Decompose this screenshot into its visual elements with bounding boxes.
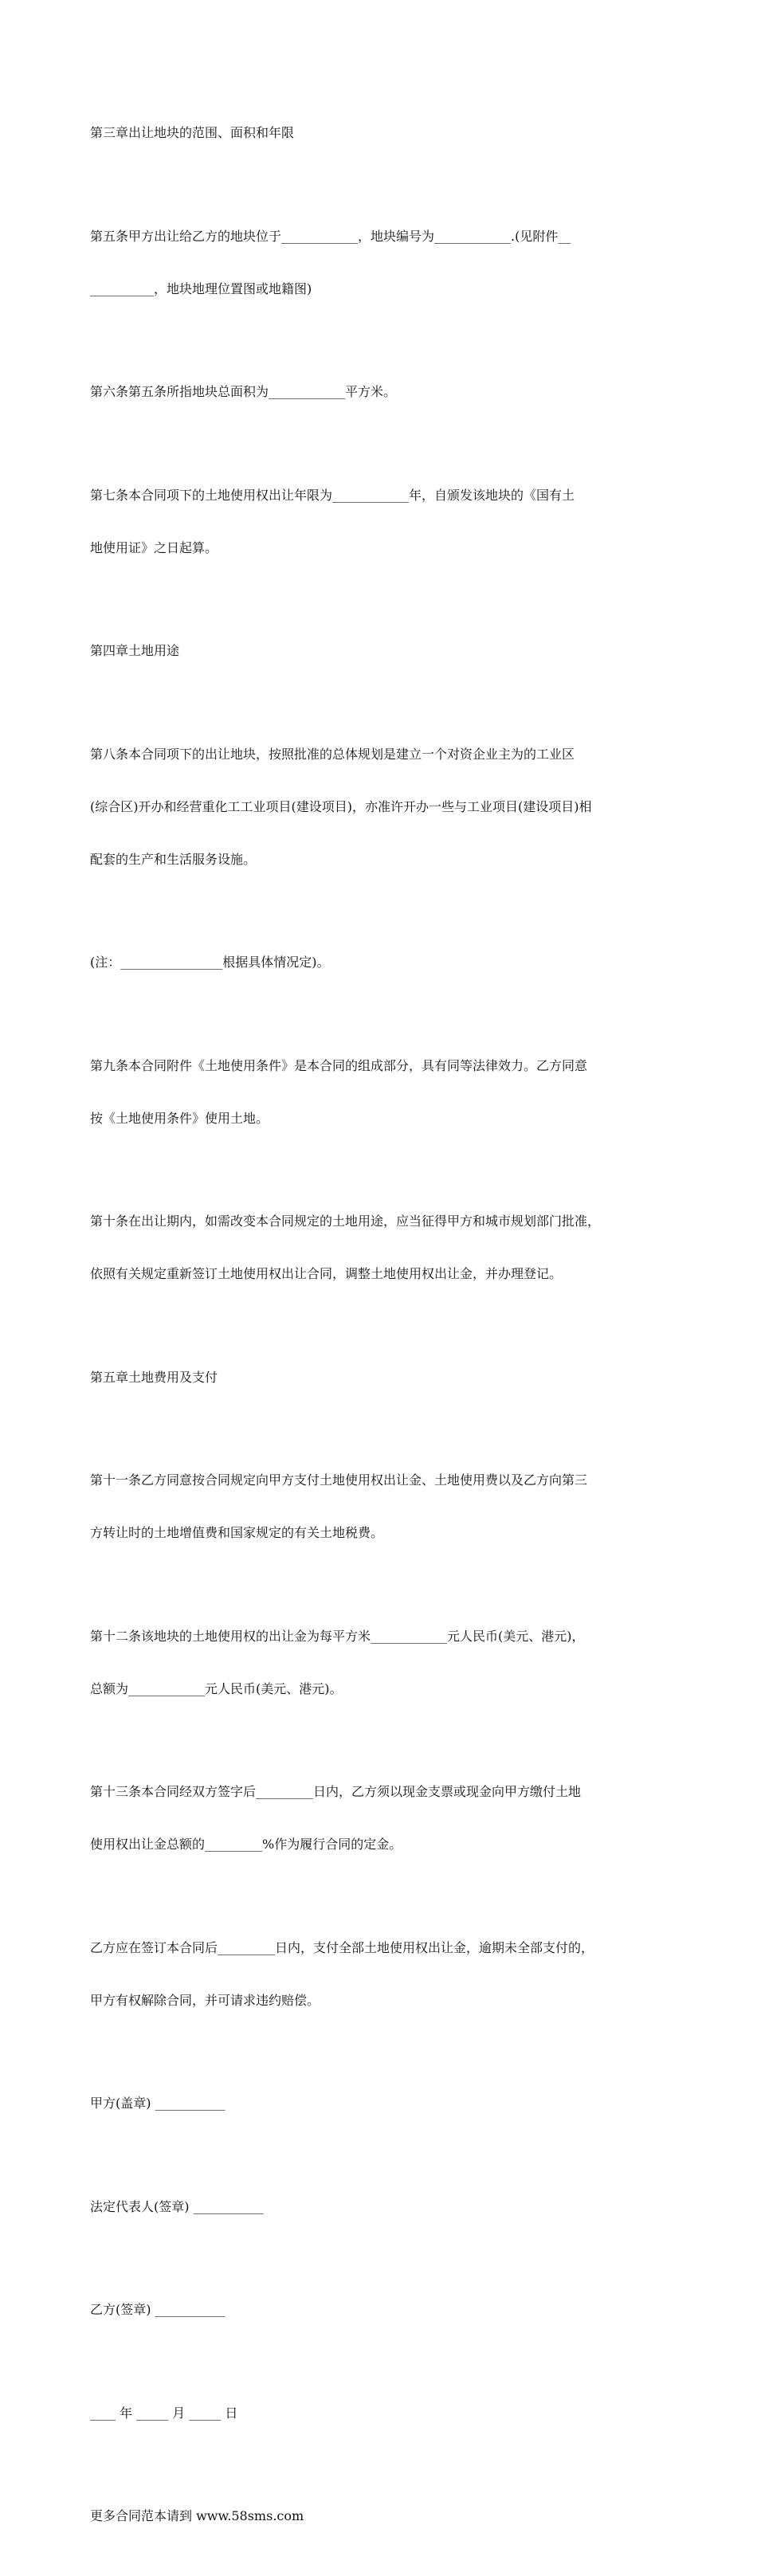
article-8: 第八条本合同项下的出让地块，按照批准的总体规划是建立一个对资企业主为的工业区 (综合区)开办和经营重化工工业项目(建设项目)，亦准许开办一些与工业项目(建设项目)相 配套的生产和生活服务设施。: [90, 746, 592, 867]
article-10: 第十条在出让期内，如需改变本合同规定的土地用途，应当征得甲方和城市规划部门批准， 依照有关规定重新签订土地使用权出让合同，调整土地使用权出让金，并办理登记。: [90, 1214, 601, 1281]
chapter-4-heading: 第四章土地用途: [90, 643, 180, 658]
party-b-signature: 乙方(签章) ___________: [90, 2302, 226, 2317]
chapter-5-heading: 第五章土地费用及支付: [90, 1369, 218, 1385]
note: (注：________________根据具体情况定)。: [90, 955, 330, 970]
article-6: 第六条第五条所指地块总面积为____________平方米。: [90, 384, 397, 399]
article-9: 第九条本合同附件《土地使用条件》是本合同的组成部分，具有同等法律效力。乙方同意 按《土地使用条件》使用土地。: [90, 1057, 588, 1126]
payment-clause: 乙方应在签订本合同后_________日内，支付全部土地使用权出让金，逾期未全部支付的， 甲方有权解除合同，并可请求违约赔偿。: [90, 1939, 594, 2008]
legal-representative-signature: 法定代表人(签章) ___________: [90, 2198, 264, 2214]
chapter-3-heading: 第三章出让地块的范围、面积和年限: [90, 125, 295, 140]
footer-link-text: 更多合同范本请到 www.58sms.com: [90, 2508, 304, 2523]
party-a-seal: 甲方(盖章) ___________: [90, 2096, 226, 2111]
article-12: 第十二条该地块的土地使用权的出让金为每平方米____________元人民币(美元、港元)， 总额为____________元人民币(美元、港元)。: [90, 1628, 585, 1696]
article-13: 第十三条本合同经双方签字后_________日内，乙方须以现金支票或现金向甲方缴付土地 使用权出让金总额的_________%作为履行合同的定金。: [90, 1784, 582, 1852]
article-11: 第十一条乙方同意按合同规定向甲方支付土地使用权出让金、土地使用费以及乙方向第三 方转让时的土地增值费和国家规定的有关土地税费。: [90, 1472, 588, 1540]
document-page: [90, 89, 680, 2576]
article-5: 第五条甲方出让给乙方的地块位于____________，地块编号为____________.(见附件__ __________，地块地理位置图或地籍图): [90, 228, 571, 296]
article-7: 第七条本合同项下的土地使用权出让年限为____________年，自颁发该地块的《国有土 地使用证》之日起算。: [90, 487, 575, 555]
date-line: ____ 年 _____ 月 _____ 日: [90, 2405, 238, 2421]
